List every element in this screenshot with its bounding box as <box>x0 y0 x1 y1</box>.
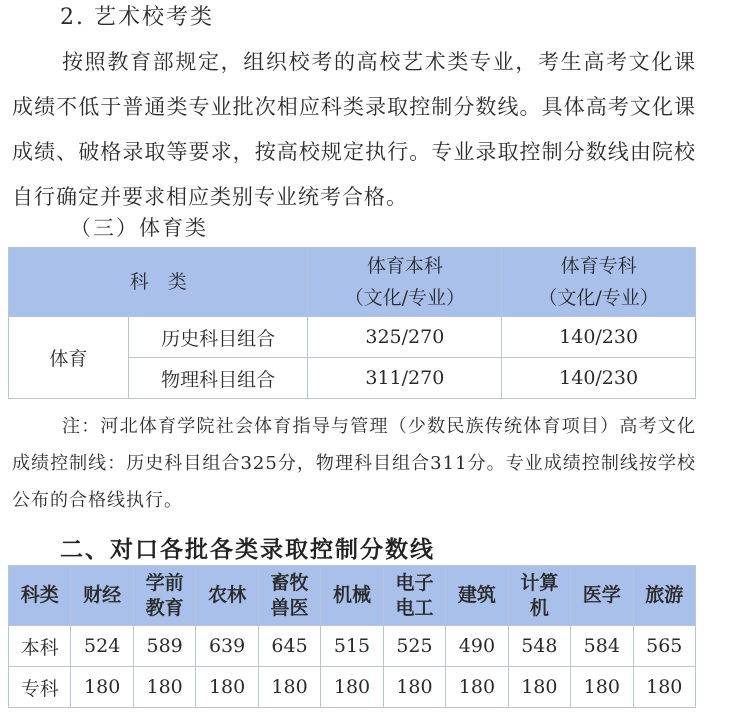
section-heading-vocational: 二、对口各批各类录取控制分数线 <box>60 536 435 563</box>
header-line: 畜牧 <box>270 571 309 594</box>
table-row <box>9 626 696 667</box>
header-line: 电工 <box>395 596 434 619</box>
score-cell: 548 <box>508 626 570 667</box>
score-cell: 524 <box>71 626 133 667</box>
subject-cell: 历史科目组合 <box>128 317 308 358</box>
header-junior-sub: （文化/专业） <box>538 287 659 309</box>
header-line: 科类 <box>20 584 59 606</box>
header-bachelor-title: 体育本科 <box>366 255 443 277</box>
score-cell: 180 <box>71 667 133 708</box>
header-line: 学前 <box>145 571 184 594</box>
score-cell: 180 <box>446 667 508 708</box>
header-major <box>258 566 320 626</box>
header-bachelor-sub: （文化/专业） <box>344 287 466 309</box>
row-label: 本科 <box>9 626 71 667</box>
header-major <box>633 566 695 626</box>
header-line: 医学 <box>582 584 621 606</box>
score-cell: 180 <box>133 667 195 708</box>
bachelor-cell: 325/270 <box>308 317 502 358</box>
table-row <box>9 317 696 358</box>
score-cell: 180 <box>258 667 320 708</box>
table-header-row <box>9 566 696 626</box>
header-line: 农林 <box>208 584 247 606</box>
header-major <box>133 566 195 626</box>
sports-score-table <box>8 247 696 399</box>
header-category <box>9 566 71 626</box>
row-label: 专科 <box>9 667 71 708</box>
header-category: 科 类 <box>9 248 308 317</box>
header-line: 兽医 <box>270 596 309 619</box>
section-heading-sports: （三）体育类 <box>70 216 208 240</box>
table-row <box>9 667 696 708</box>
vocational-score-table <box>8 565 696 708</box>
header-major <box>383 566 445 626</box>
header-major <box>321 566 383 626</box>
score-cell: 180 <box>508 667 570 708</box>
score-cell: 565 <box>633 626 695 667</box>
header-line: 旅游 <box>645 584 684 606</box>
score-cell: 180 <box>571 667 633 708</box>
score-cell: 180 <box>633 667 695 708</box>
header-line: 机械 <box>332 584 371 606</box>
section-heading-art: 2. 艺术校考类 <box>60 5 214 30</box>
header-major <box>571 566 633 626</box>
header-major <box>446 566 508 626</box>
header-major <box>196 566 258 626</box>
sports-note: 注：河北体育学院社会体育指导与管理（少数民族传统体育项目）高考文化成绩控制线：历史科目组合325分，物理科目组合311分。专业成绩控制线按学校公布的合格线执行。 <box>12 416 696 511</box>
table-header-row <box>9 248 696 317</box>
art-paragraph: 按照教育部规定，组织校考的高校艺术类专业，考生高考文化课成绩不低于普通类专业批次相应科类录取控制分数线。具体高考文化课成绩、破格录取等要求，按高校规定执行。专业录取控制分数线由院校自行确定并要求相应类别专业统考合格。 <box>12 50 696 209</box>
header-line: 建筑 <box>457 584 496 606</box>
score-cell: 180 <box>383 667 445 708</box>
header-line: 电子 <box>395 571 434 594</box>
header-bachelor <box>308 248 502 317</box>
group-label: 体育 <box>9 317 129 399</box>
header-major <box>508 566 570 626</box>
subject-cell: 物理科目组合 <box>128 358 308 399</box>
header-major <box>71 566 133 626</box>
junior-cell: 140/230 <box>502 317 696 358</box>
header-junior <box>502 248 696 317</box>
score-cell: 490 <box>446 626 508 667</box>
score-cell: 589 <box>133 626 195 667</box>
header-line: 机 <box>529 596 549 619</box>
score-cell: 525 <box>383 626 445 667</box>
header-line: 教育 <box>145 596 184 619</box>
header-line: 财经 <box>83 584 122 606</box>
score-cell: 639 <box>196 626 258 667</box>
score-cell: 180 <box>196 667 258 708</box>
score-cell: 584 <box>571 626 633 667</box>
header-line: 计算 <box>520 571 559 594</box>
bachelor-cell: 311/270 <box>308 358 502 399</box>
score-cell: 645 <box>258 626 320 667</box>
score-cell: 515 <box>321 626 383 667</box>
score-cell: 180 <box>321 667 383 708</box>
junior-cell: 140/230 <box>502 358 696 399</box>
header-junior-title: 体育专科 <box>560 255 637 277</box>
